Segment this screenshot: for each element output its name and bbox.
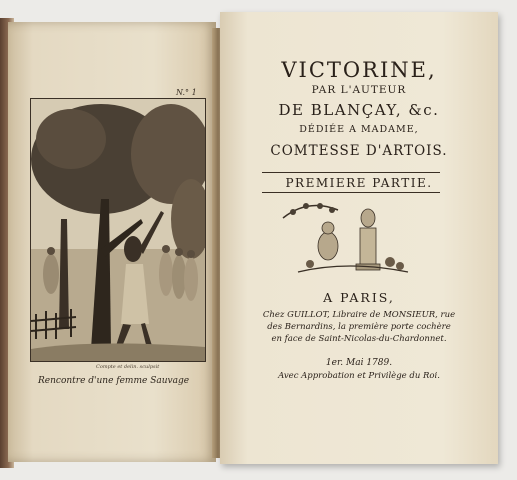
rule-top (262, 172, 440, 173)
dedicatee-name: COMTESSE D'ARTOIS. (270, 143, 448, 159)
plate-number: N.° 1 (176, 88, 197, 97)
plate-caption: Rencontre d'une femme Sauvage (38, 376, 190, 386)
rule-bottom (262, 192, 440, 193)
author-line: PAR L'AUTEUR (311, 84, 407, 96)
privilege-line: Avec Approbation et Privilège du Roi. (278, 371, 440, 381)
book-title: VICTORINE, (281, 58, 437, 82)
publisher-line-1: Chez GUILLOT, Libraire de MONSIEUR, rue (262, 310, 456, 320)
frontispiece-engraving (30, 98, 206, 362)
engraver-credit: Compte et delin. sculpsit (96, 364, 160, 370)
publication-date: 1er. Mai 1789. (325, 358, 393, 368)
publisher-line-2: des Bernardins, la première porte cochère (267, 322, 451, 332)
imprint-city: A PARIS, (323, 290, 395, 305)
title-vignette (278, 198, 418, 280)
author-name: DE BLANÇAY, &c. (278, 101, 440, 119)
dedication-line: DÉDIÉE A MADAME, (299, 124, 419, 135)
part-label: PREMIERE PARTIE. (285, 176, 433, 190)
publisher-line-3: en face de Saint-Nicolas-du-Chardonnet. (271, 334, 447, 344)
